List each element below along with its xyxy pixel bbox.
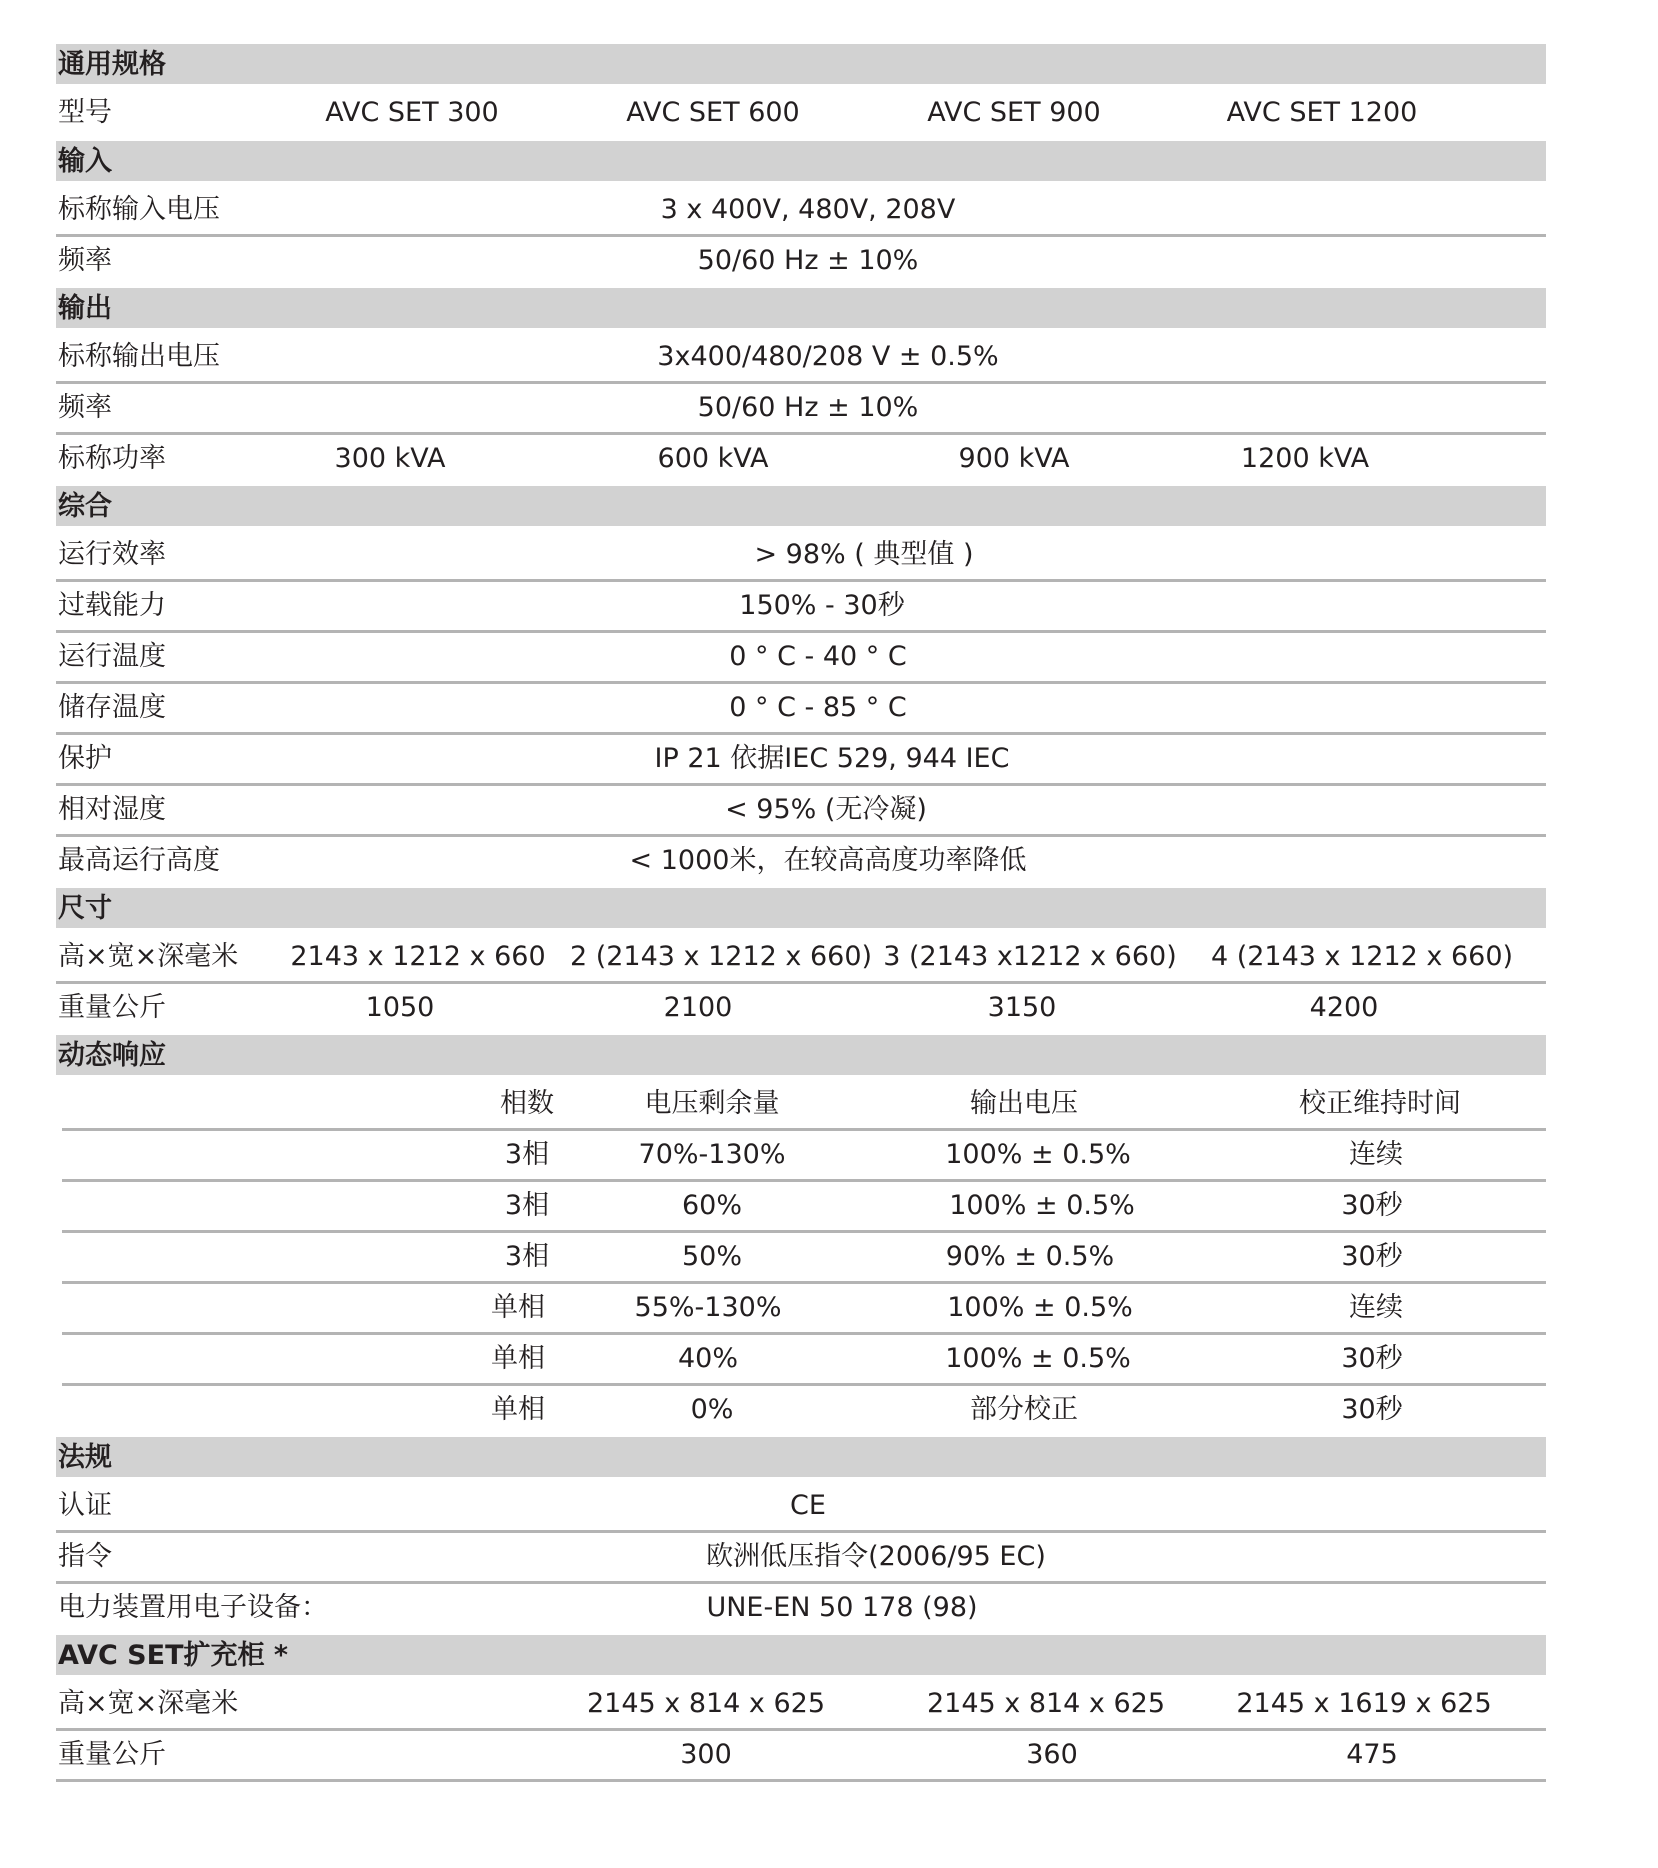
cell-phases: 单相: [491, 1343, 545, 1374]
row-label: 频率: [58, 392, 112, 423]
section-header-regulations: 法规: [56, 1437, 1546, 1477]
model-1: AVC SET 300: [325, 97, 499, 128]
cell-phases: 单相: [491, 1292, 545, 1323]
row-output-frequency: [56, 384, 1546, 435]
table-row: [62, 1182, 1546, 1233]
row-label: 重量公斤: [58, 1739, 166, 1770]
row-expansion-size: [56, 1680, 1546, 1731]
weight-4: 4200: [1309, 992, 1379, 1023]
table-row: [62, 1131, 1546, 1182]
row-label: 认证: [58, 1490, 112, 1521]
row-value: > 98% ( 典型值 ): [754, 539, 974, 570]
size-1: 2143 x 1212 x 660: [290, 941, 546, 972]
dynamic-header-row: [62, 1080, 1546, 1131]
cell-time: 30秒: [1341, 1394, 1403, 1425]
section-header-input: 输入: [56, 141, 1546, 181]
cell-time: 连续: [1349, 1292, 1403, 1323]
row-label: 型号: [58, 97, 112, 128]
column-header-correction-time: 校正维持时间: [1299, 1088, 1461, 1119]
section-header-dimensions: 尺寸: [56, 888, 1546, 928]
row-label: 高×宽×深毫米: [58, 941, 239, 972]
column-header-residual-voltage: 电压剩余量: [644, 1088, 780, 1119]
row-altitude: [56, 837, 1546, 888]
row-operating-temp: [56, 633, 1546, 684]
row-label: 最高运行高度: [58, 845, 220, 876]
row-value: 50/60 Hz ± 10%: [697, 245, 919, 276]
weight-1: 1050: [365, 992, 435, 1023]
cell-time: 30秒: [1341, 1343, 1403, 1374]
row-dimensions-weight: [56, 984, 1546, 1035]
row-label: 标称输入电压: [58, 194, 220, 225]
cell-time: 连续: [1349, 1139, 1403, 1170]
row-value: 150% - 30秒: [739, 590, 905, 621]
cell-residual: 60%: [681, 1190, 743, 1221]
spec-sheet: [56, 44, 1546, 1782]
row-value: CE: [790, 1490, 826, 1521]
cell-output: 90% ± 0.5%: [945, 1241, 1115, 1272]
row-label: 运行温度: [58, 641, 166, 672]
weight-3: 3150: [987, 992, 1057, 1023]
row-label: 频率: [58, 245, 112, 276]
row-label: 储存温度: [58, 692, 166, 723]
table-row: [62, 1284, 1546, 1335]
row-directive: [56, 1533, 1546, 1584]
row-value: 欧洲低压指令(2006/95 EC): [706, 1541, 1046, 1572]
column-header-phases: 相数: [500, 1088, 554, 1119]
section-header-output: 输出: [56, 288, 1546, 328]
row-value: 3x400/480/208 V ± 0.5%: [657, 341, 999, 372]
exp-size-2: 2145 x 814 x 625: [926, 1688, 1166, 1719]
row-value: < 1000米，在较高高度功率降低: [629, 845, 1027, 876]
row-expansion-weight: [56, 1731, 1546, 1782]
row-value: 0 ° C - 40 ° C: [729, 641, 907, 672]
cell-residual: 40%: [677, 1343, 739, 1374]
row-input-frequency: [56, 237, 1546, 288]
cell-residual: 0%: [690, 1394, 734, 1425]
cell-phases: 3相: [504, 1241, 550, 1272]
row-label: 运行效率: [58, 539, 166, 570]
cell-phases: 单相: [491, 1394, 545, 1425]
cell-output: 100% ± 0.5%: [945, 1139, 1131, 1170]
row-input-voltage: [56, 186, 1546, 237]
row-label: 指令: [58, 1541, 112, 1572]
power-2: 600 kVA: [657, 443, 769, 474]
row-label: 标称输出电压: [58, 341, 220, 372]
size-2: 2 (2143 x 1212 x 660): [569, 941, 873, 972]
cell-residual: 50%: [681, 1241, 743, 1272]
cell-time: 30秒: [1341, 1241, 1403, 1272]
row-label: 保护: [58, 743, 112, 774]
row-label: 高×宽×深毫米: [58, 1688, 239, 1719]
exp-size-1: 2145 x 814 x 625: [586, 1688, 826, 1719]
column-header-output-voltage: 输出电压: [970, 1088, 1078, 1119]
row-efficiency: [56, 531, 1546, 582]
exp-size-3: 2145 x 1619 x 625: [1236, 1688, 1492, 1719]
row-label: 电力装置用电子设备：: [58, 1592, 328, 1623]
cell-output: 100% ± 0.5%: [945, 1343, 1131, 1374]
section-header-general2: 综合: [56, 486, 1546, 526]
row-value: UNE-EN 50 178 (98): [706, 1592, 978, 1623]
row-value: 3 x 400V, 480V, 208V: [660, 194, 956, 225]
section-header-general: 通用规格: [56, 44, 1546, 84]
table-row: [62, 1233, 1546, 1284]
row-protection: [56, 735, 1546, 786]
section-header-expansion: AVC SET扩充柜 *: [56, 1635, 1546, 1675]
row-value: 0 ° C - 85 ° C: [729, 692, 907, 723]
row-label: 重量公斤: [58, 992, 166, 1023]
cell-residual: 70%-130%: [638, 1139, 786, 1170]
row-label: 相对湿度: [58, 794, 166, 825]
table-row: [62, 1386, 1546, 1437]
model-2: AVC SET 600: [626, 97, 800, 128]
size-4: 4 (2143 x 1212 x 660): [1210, 941, 1514, 972]
exp-weight-3: 475: [1346, 1739, 1398, 1770]
power-3: 900 kVA: [958, 443, 1070, 474]
exp-weight-1: 300: [680, 1739, 732, 1770]
weight-2: 2100: [663, 992, 733, 1023]
row-value: 50/60 Hz ± 10%: [697, 392, 919, 423]
size-3: 3 (2143 x1212 x 660): [883, 941, 1177, 972]
row-value: IP 21 依据IEC 529, 944 IEC: [654, 743, 1010, 774]
row-label: 过载能力: [58, 590, 166, 621]
model-3: AVC SET 900: [927, 97, 1101, 128]
row-label: 标称功率: [58, 443, 166, 474]
cell-phases: 3相: [504, 1139, 550, 1170]
row-value: < 95% (无冷凝): [725, 794, 927, 825]
cell-residual: 55%-130%: [634, 1292, 782, 1323]
power-4: 1200 kVA: [1240, 443, 1370, 474]
cell-output: 100% ± 0.5%: [947, 1292, 1133, 1323]
cell-output: 100% ± 0.5%: [949, 1190, 1135, 1221]
row-dimensions-size: [56, 933, 1546, 984]
row-humidity: [56, 786, 1546, 837]
row-storage-temp: [56, 684, 1546, 735]
row-certification: [56, 1482, 1546, 1533]
row-output-voltage: [56, 333, 1546, 384]
cell-time: 30秒: [1341, 1190, 1403, 1221]
model-4: AVC SET 1200: [1226, 97, 1418, 128]
row-rated-power: [56, 435, 1546, 486]
table-row: [62, 1335, 1546, 1386]
cell-phases: 3相: [504, 1190, 550, 1221]
cell-output: 部分校正: [970, 1394, 1078, 1425]
row-overload: [56, 582, 1546, 633]
exp-weight-2: 360: [1026, 1739, 1078, 1770]
row-model: [56, 89, 1546, 141]
power-1: 300 kVA: [334, 443, 446, 474]
section-header-dynamic: 动态响应: [56, 1035, 1546, 1075]
row-electronic-equipment: [56, 1584, 1546, 1635]
